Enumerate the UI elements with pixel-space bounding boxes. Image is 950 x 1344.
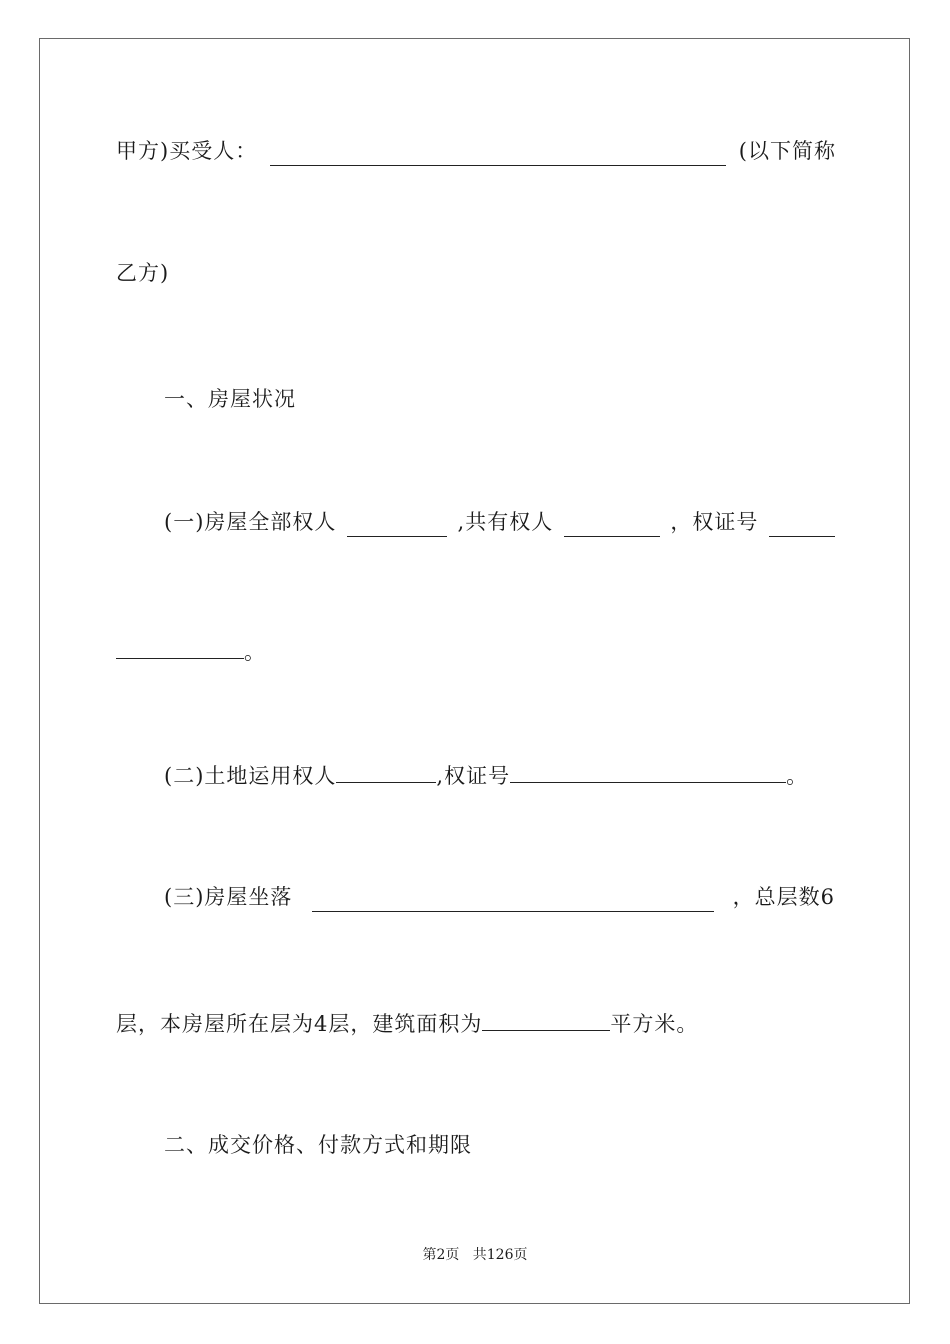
page-total: 共126页 (472, 1247, 528, 1263)
total-floors-label: ，总层数6 (732, 885, 835, 909)
co-owner-label: ,共有权人 (457, 510, 554, 534)
section-heading-price (164, 1130, 884, 1160)
owner-line (164, 507, 835, 537)
party-b-line (116, 258, 836, 288)
buyer-blank[interactable] (270, 143, 726, 166)
cert-no-label: ，权证号 (670, 510, 759, 534)
land-user-line (164, 760, 844, 791)
location-line (164, 882, 835, 912)
cert-no-blank[interactable] (769, 514, 835, 537)
buyer-line (116, 136, 836, 166)
page-footer (0, 1245, 950, 1265)
floor-area-blank[interactable] (482, 1008, 610, 1031)
land-cert-label: ,权证号 (436, 764, 511, 788)
land-cert-blank[interactable] (510, 760, 786, 783)
floor-area-line (116, 1008, 836, 1039)
floor-area-unit: 平方米。 (610, 1012, 699, 1036)
section-heading-house-status (164, 384, 884, 414)
party-b-label: 乙方) (116, 261, 170, 285)
cert-no-blank-continued[interactable] (116, 636, 244, 659)
buyer-abbrev-label: (以下简称 (738, 139, 836, 163)
owner-label: (一)房屋全部权人 (164, 510, 337, 534)
land-user-label: (二)土地运用权人 (164, 764, 337, 788)
cert-no-continued-line (116, 636, 836, 667)
land-user-blank[interactable] (336, 760, 436, 783)
co-owner-blank[interactable] (564, 514, 660, 537)
owner-blank[interactable] (347, 514, 447, 537)
section-heading-text: 一、房屋状况 (164, 387, 296, 411)
period-1: 。 (244, 640, 266, 664)
period-2: 。 (786, 764, 809, 788)
page-number: 第2页 (422, 1247, 460, 1263)
location-blank[interactable] (312, 889, 714, 912)
section-heading-price-text: 二、成交价格、付款方式和期限 (164, 1133, 472, 1157)
page-frame (39, 38, 910, 1304)
buyer-label: 甲方)买受人： (116, 139, 258, 163)
floor-area-label: 层，本房屋所在层为4层，建筑面积为 (116, 1012, 483, 1036)
location-label: (三)房屋坐落 (164, 885, 293, 909)
